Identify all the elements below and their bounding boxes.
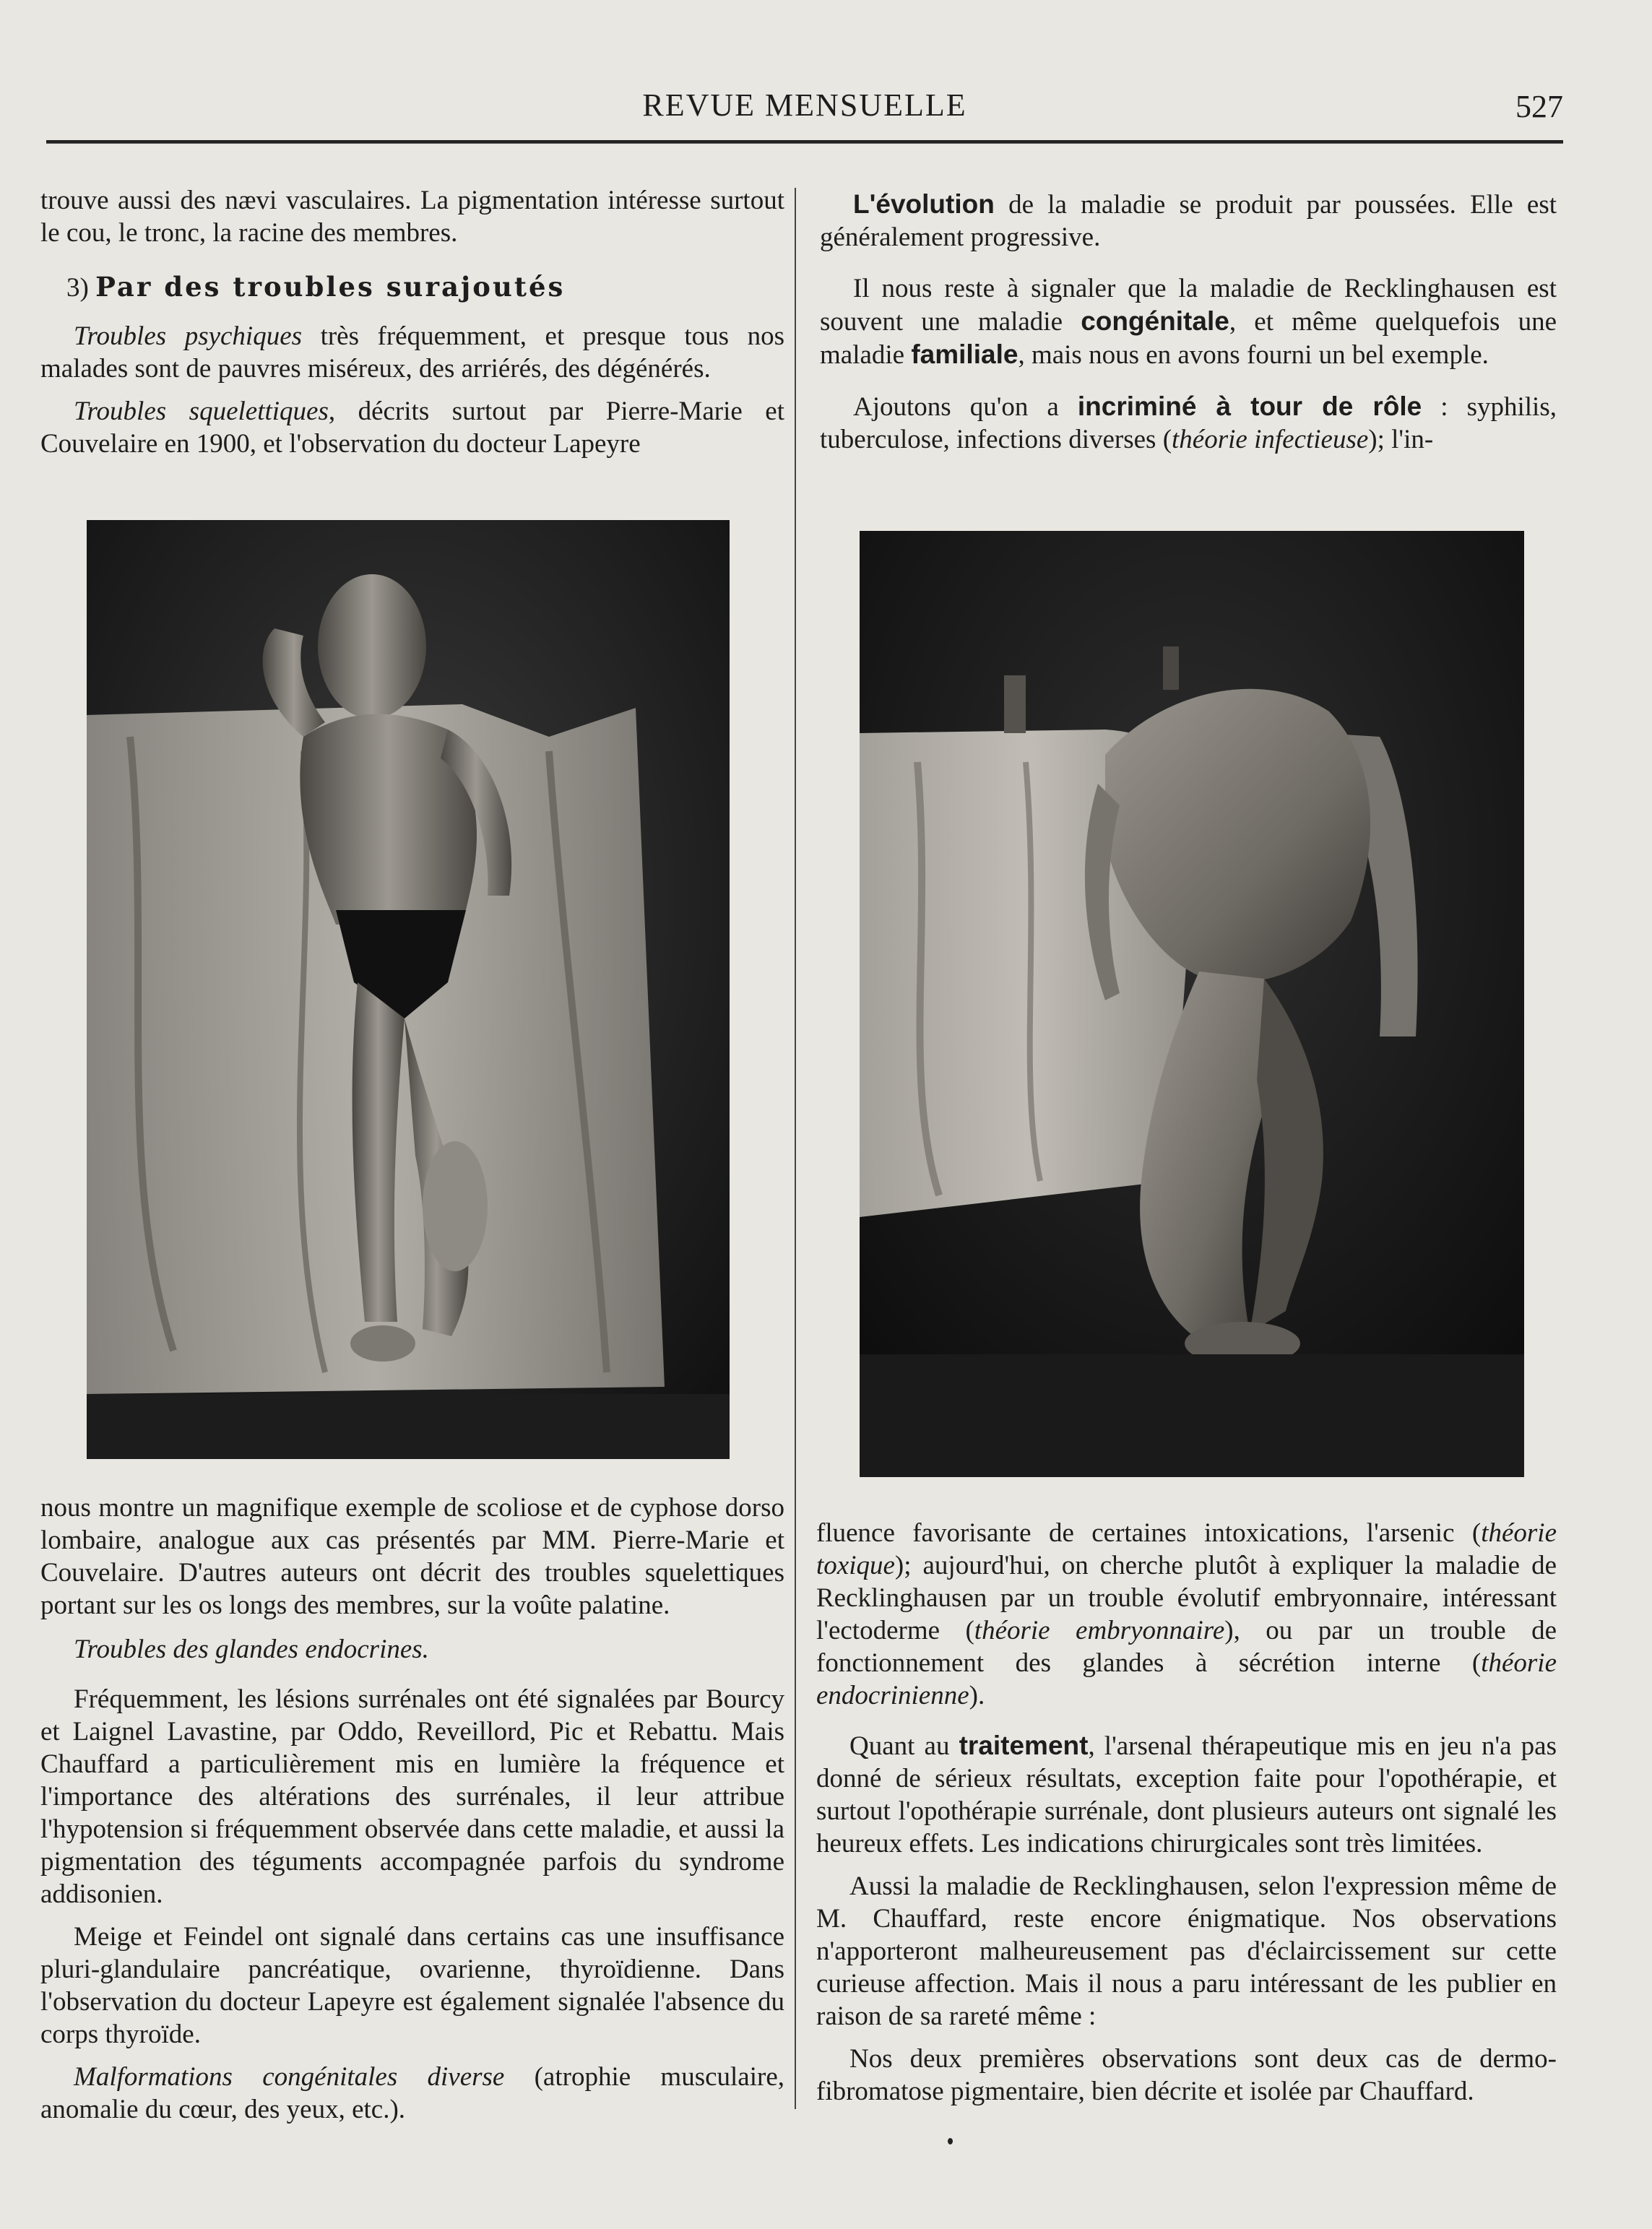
paragraph-enigmatique: Aussi la maladie de Recklinghausen, selon l'expression même de M. Chauffard, reste encore énigmatique. Nos observations n'apporteront malheureusement pas d'éclaircissement sur cette curieuse affection. Mais il nous a paru intéressant de les publier en raison de sa rareté même : <box>816 1871 1557 2031</box>
paragraph-text: , l'arsenal thérapeutique mis en jeu n'a pas donné de sérieux résultats, exception faite pour l'opothérapie, et surtout l'opothérapie surrénale, dont plusieurs auteurs ont signalé les heureux effets. Les indications chirurgicales sont très limitées. <box>816 1731 1557 1858</box>
right-column-bottom <box>816 1517 1557 2118</box>
left-column-top <box>40 184 784 470</box>
term-incrimine: incriminé à tour de rôle <box>1077 391 1422 421</box>
term-theorie-embryonnaire: théorie embryonnaire <box>974 1616 1225 1645</box>
paragraph-text: Quant au <box>849 1731 959 1761</box>
paragraph-pigmentation: trouve aussi des nævi vasculaires. La pigmentation intéresse surtout le cou, le tronc, la racine des membres. <box>40 186 784 248</box>
term-troubles-psychiques: Troubles psychiques <box>74 321 303 351</box>
paragraph-scoliose: nous montre un magnifique exemple de scoliose et de cyphose dorso lombaire, analogue aux cas présentés par MM. Pierre-Marie et Couvelaire. D'autres auteurs ont décrit des troubles squelettiques portant sur les os longs des membres, sur la voûte palatine. <box>40 1493 784 1620</box>
paragraph-text: , et même quelquefois une maladie <box>820 307 1557 370</box>
term-congenitale: congénitale <box>1081 306 1229 336</box>
paragraph-surrenales: Fréquemment, les lésions surrénales ont été signalées par Bourcy et Laignel Lavastine, par Oddo, Reveillord, Pic et Rebattu. Mais Chauffard a particulièrement mis en lumière la fréquence et l'importance des altérations des surrénales, il leur attribue l'hypotension si fréquemment observée dans cette maladie, et aussi la pigmentation des téguments accompagnée parfois du syndrome addisonien. <box>40 1684 784 1909</box>
paragraph-text: , mais nous en avons fourni un bel exemple. <box>1018 340 1489 370</box>
paragraph-evolution <box>820 188 1557 254</box>
page-header <box>46 79 1563 144</box>
journal-title: REVUE MENSUELLE <box>642 87 967 123</box>
patient-photo-front <box>87 520 730 1459</box>
patient-photo-front-image <box>87 520 730 1459</box>
term-troubles-squelettiques: Troubles squelettiques <box>74 397 329 426</box>
paragraph-text: Ajoutons qu'on a <box>853 392 1078 422</box>
term-traitement: traitement <box>959 1731 1089 1760</box>
paragraph-incrimine <box>820 390 1557 456</box>
term-familiale: familiale <box>911 339 1019 369</box>
term-theorie-toxique: théorie toxique <box>816 1518 1557 1580</box>
paragraph-text: ); aujourd'hui, on cherche plutôt à expliquer la maladie de Recklinghausen par un trouble évolutif embryonnaire, intéressant l'ectoderme ( <box>816 1551 1557 1645</box>
term-glandes-endocrines: Troubles des glandes endocrines. <box>74 1635 429 1664</box>
paragraph-text: très fréquemment, et presque tous nos malades sont de pauvres miséreux, des arriérés, des dégénérés. <box>40 321 784 384</box>
paragraph-troubles-psychiques <box>40 320 784 385</box>
patient-photo-back <box>860 531 1524 1477</box>
paragraph-text: ), ou par un trouble de fonctionnement des glandes à sécrétion interne ( <box>816 1616 1557 1678</box>
paragraph-text: fluence favorisante de certaines intoxications, l'arsenic ( <box>816 1518 1482 1548</box>
paragraph-observations: Nos deux premières observations sont deux cas de dermo-fibromatose pigmentaire, bien décrite et isolée par Chauffard. <box>816 2044 1557 2106</box>
right-column-top <box>820 188 1557 466</box>
paragraph-text: , décrits surtout par Pierre-Marie et Couvelaire en 1900, et l'observation du docteur Lapeyre <box>40 397 784 459</box>
section-heading <box>66 271 784 304</box>
term-theorie-endocrinienne: théorie endocrinienne <box>816 1648 1557 1710</box>
paragraph-text: Il nous reste à signaler que la maladie de Recklinghausen est souvent une maladie <box>820 274 1557 337</box>
paragraph-text: ); l'in- <box>1368 425 1434 454</box>
paragraph-text: ). <box>969 1681 985 1710</box>
paragraph-text: (atrophie musculaire, anomalie du cœur, des yeux, etc.). <box>40 2062 784 2124</box>
paragraph-congenitale <box>820 272 1557 371</box>
patient-photo-back-image <box>860 531 1524 1477</box>
term-theorie-infectieuse: théorie infectieuse <box>1172 425 1369 454</box>
paragraph-malformations <box>40 2061 784 2126</box>
paragraph-meige-feindel: Meige et Feindel ont signalé dans certains cas une insuffisance pluri-glandulaire pancréatique, ovarienne, thyroïdienne. Dans l'observation du docteur Lapeyre est également signalée l'absence du corps thyroïde. <box>40 1922 784 2049</box>
paragraph-text: de la maladie se produit par poussées. Elle est généralement progressive. <box>820 190 1557 252</box>
term-malformations: Malformations congénitales diverse <box>74 2062 505 2092</box>
paragraph-text: : syphilis, tuberculose, infections diverses ( <box>820 392 1557 454</box>
column-divider <box>795 188 796 2109</box>
page-number: 527 <box>1515 89 1563 124</box>
header-rule <box>46 140 1563 144</box>
print-speck <box>948 2138 953 2144</box>
section-number: 3) <box>66 273 89 303</box>
left-column-bottom <box>40 1492 784 2136</box>
paragraph-theories <box>816 1517 1557 1712</box>
paragraph-glandes-endocrines <box>40 1633 784 1666</box>
paragraph-troubles-squelettiques <box>40 395 784 460</box>
section-heading-text: Par des troubles surajoutés <box>95 271 566 303</box>
term-evolution: L'évolution <box>853 189 995 219</box>
paragraph-traitement <box>816 1729 1557 1860</box>
